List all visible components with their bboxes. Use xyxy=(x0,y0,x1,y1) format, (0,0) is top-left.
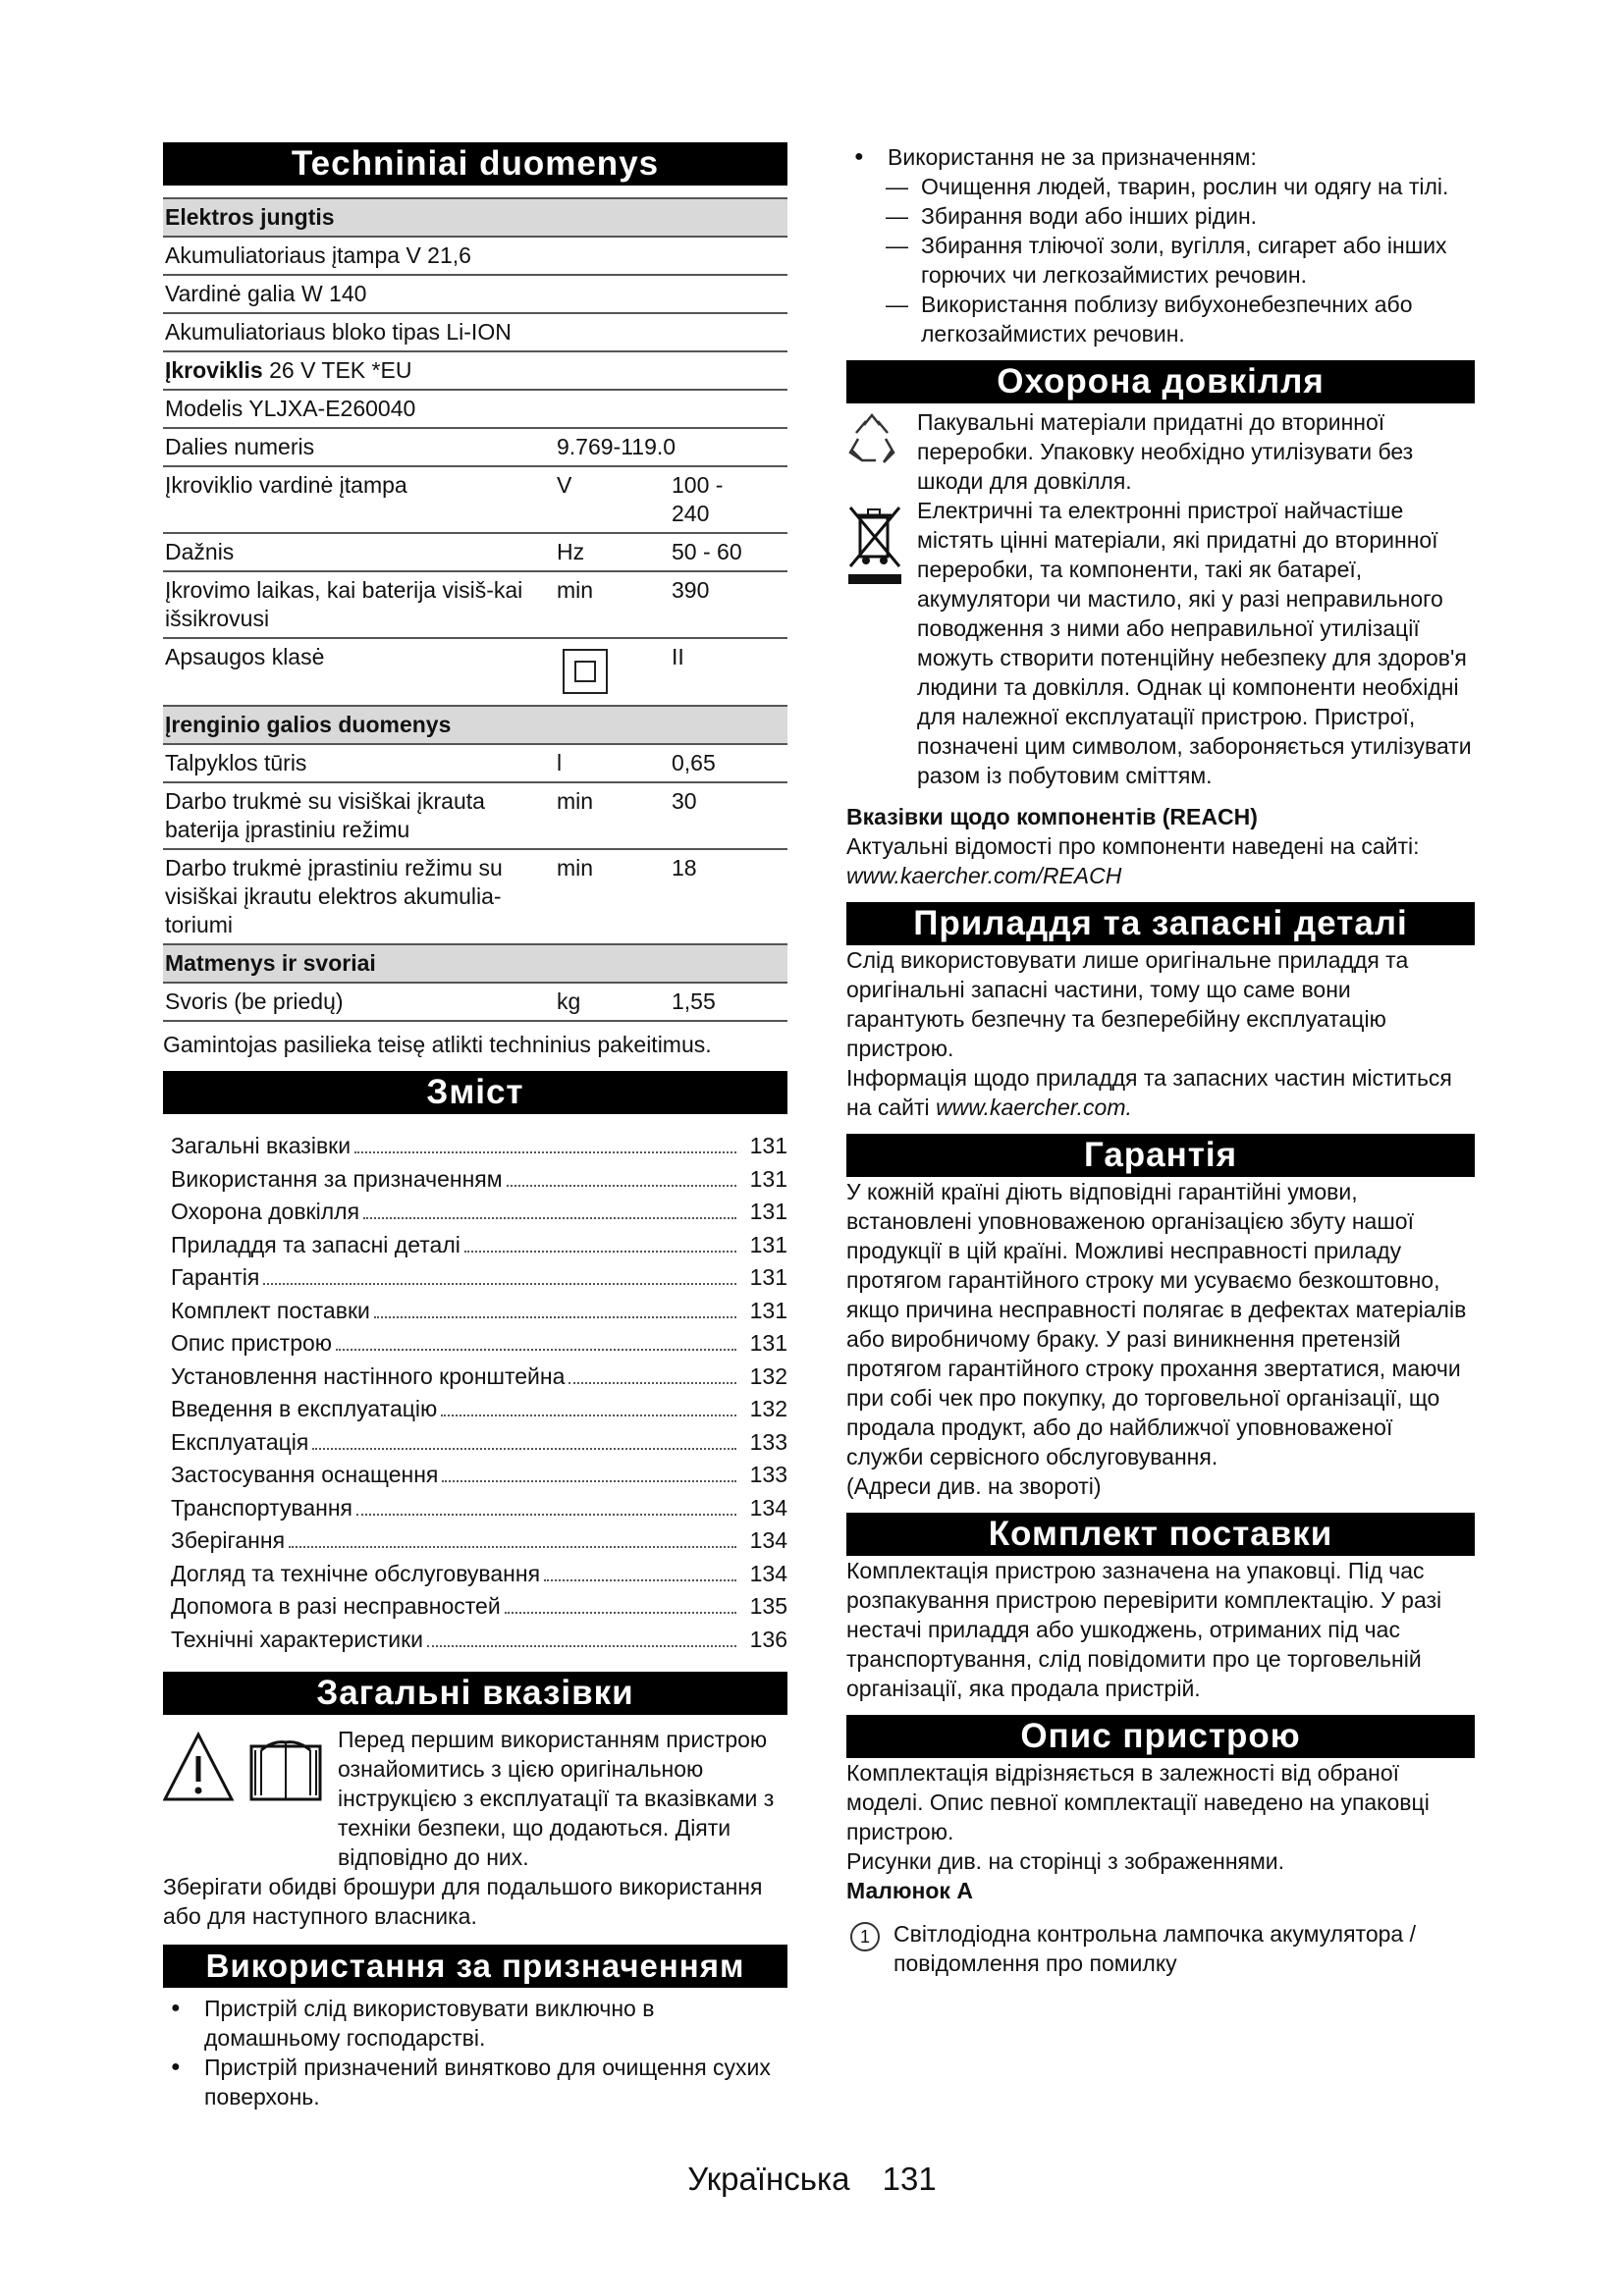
table-row: Įkroviklis 26 V TEK *EU xyxy=(163,351,787,390)
list-item: — Збирання тліючої золи, вугілля, сигарет або інших горючих чи легкозаймистих речовин. xyxy=(886,231,1475,290)
table-group-row: Įrenginio galios duomenys xyxy=(163,706,787,744)
tech-change-note: Gamintojas pasilieka teisę atlikti techninius pakeitimus. xyxy=(163,1032,712,1057)
toc-item[interactable]: Технічні характеристики 136 xyxy=(171,1626,787,1652)
misuse-sublist xyxy=(846,172,1475,348)
table-row: Dalies numeris 9.769-119.0 xyxy=(163,428,787,466)
toc-item[interactable]: Догляд та технічне обслуговування 134 xyxy=(171,1560,787,1586)
toc-item[interactable]: Охорона довкілля 131 xyxy=(171,1199,787,1224)
table-row: Dažnis Hz 50 - 60 xyxy=(163,533,787,571)
reach-link[interactable]: www.kaercher.com/REACH xyxy=(846,863,1122,888)
kaercher-link[interactable]: www.kaercher.com. xyxy=(936,1095,1132,1120)
page-number: 131 xyxy=(882,2161,937,2197)
toc-item[interactable]: Транспортування 134 xyxy=(171,1494,787,1521)
list-item: ● Пристрій слід використовувати виключно в домашньому господарстві. xyxy=(163,1994,787,2053)
list-item: ● Пристрій призначений винятково для очищення сухих поверхонь. xyxy=(163,2053,787,2111)
toc-item[interactable]: Гарантія 131 xyxy=(171,1264,787,1290)
table-group-row: Matmenys ir svoriai xyxy=(163,944,787,983)
list-item: ● Використання не за призначенням: xyxy=(846,142,1475,172)
toc-item[interactable]: Зберігання 134 xyxy=(171,1527,787,1553)
warranty-heading: Гарантія xyxy=(846,1134,1475,1177)
toc-item[interactable]: Опис пристрою 131 xyxy=(171,1330,787,1356)
tech-data-table xyxy=(163,197,787,1022)
table-row: Talpyklos tūris l 0,65 xyxy=(163,744,787,782)
packaging-note: Пакувальні матеріали придатні до вторинної переробки. Упаковку необхідно утилізувати без шкоди для довкілля. xyxy=(846,407,1475,496)
toc-item[interactable]: Використання за призначенням 131 xyxy=(171,1165,787,1192)
intended-use-heading: Використання за призначенням xyxy=(163,1945,787,1988)
table-row: Akumuliatoriaus bloko tipas Li-ION xyxy=(163,313,787,351)
general-notes: Перед першим використанням пристрою ознайомитись з цією оригінальною інструкцією з експлуатації та вказівками з техніки безпеки, що додаються. Діяти відповідно до них. Зберігати обидві брошури для подальшого використання або для наступного власника. xyxy=(163,1727,775,1929)
page-footer xyxy=(0,2160,1624,2199)
crossed-bin-icon xyxy=(846,502,903,586)
table-row: Apsaugos klasė II xyxy=(163,638,787,706)
tech-data-heading: Techniniai duomenys xyxy=(163,142,787,186)
scope-heading: Комплект поставки xyxy=(846,1513,1475,1556)
table-row: Svoris (be priedų) kg 1,55 xyxy=(163,983,787,1021)
table-group-row: Elektros jungtis xyxy=(163,198,787,237)
list-item: — Збирання води або інших рідин. xyxy=(886,201,1475,231)
environment-heading: Охорона довкілля xyxy=(846,360,1475,403)
callout-item: 1 Світлодіодна контрольна лампочка акумулятора / повідомлення про помилку xyxy=(846,1919,1475,1978)
toc-item[interactable]: Застосування оснащення 133 xyxy=(171,1462,787,1487)
footer-language: Українська xyxy=(687,2161,850,2197)
left-column xyxy=(163,142,787,2111)
list-item: — Очищення людей, тварин, рослин чи одягу на тілі. xyxy=(886,172,1475,201)
intended-use-list xyxy=(163,1994,787,2111)
table-row: Darbo trukmė įprastiniu režimu su visiškai įkrautu elektros akumulia-toriumi min 18 xyxy=(163,849,787,944)
callout-number: 1 xyxy=(850,1922,880,1951)
warning-manual-icon xyxy=(163,1729,332,1807)
table-row: Vardinė galia W 140 xyxy=(163,275,787,313)
table-row: Įkrovimo laikas, kai baterija visiš-kai išsikrovusi min 390 xyxy=(163,571,787,638)
general-heading: Загальні вказівки xyxy=(163,1672,787,1715)
list-item: — Використання поблизу вибухонебезпечних або легкозаймистих речовин. xyxy=(886,290,1475,348)
weee-note: Електричні та електронні пристрої найчастіше містять цінні матеріали, які придатні до вторинної переробки, та компоненти, такі як батареї, акумулятори чи мастило, які у разі неправильного поводження з ними або неправильної утилізації можуть створити потенційну небезпеку для здоров'я людини та довкілля. Однак ці компоненти необхідні для належної експлуатації пристрою. Пристрої, позначені цим символом, забороняється утилізувати разом із побутовим сміттям. xyxy=(846,496,1475,790)
toc-item[interactable]: Приладдя та запасні деталі 131 xyxy=(171,1231,787,1257)
recycling-icon xyxy=(846,411,897,470)
table-row: Darbo trukmė su visiškai įkrauta baterija įprastiniu režimu min 30 xyxy=(163,782,787,849)
toc-item[interactable]: Установлення настінного кронштейна 132 xyxy=(171,1362,787,1389)
misuse-list xyxy=(846,142,1475,172)
toc-item[interactable]: Загальні вказівки 131 xyxy=(171,1133,787,1158)
toc-item[interactable]: Експлуатація 133 xyxy=(171,1428,787,1455)
table-row: Akumuliatoriaus įtampa V 21,6 xyxy=(163,237,787,275)
figure-label: Малюнок A xyxy=(846,1878,973,1903)
description-heading: Опис пристрою xyxy=(846,1715,1475,1758)
protection-class-ii-icon xyxy=(563,649,608,694)
table-row: Modelis YLJXA-E260040 xyxy=(163,390,787,428)
right-column: ● Використання не за призначенням: — Очищення людей, тварин, рослин чи одягу на тілі. — Збирання води або інших рідин. — Збирання тліючої золи, вугілля, сигарет або інших горючих чи легкозаймистих речовин. — Використання поблизу вибухонебезпечних або легкозаймистих речовин. Охорона довкілля Пакувальні матеріали придатні до вторинної переробки. Упаковку необхідно утилізувати без шкоди для довкілля. Електричні та електронні пристрої найчастіше містять цінні матеріали, які придатні до вторинної переробки, та компоненти, такі як батареї, акумулятори чи мастило, які у разі неправильного поводження з ними або неправильної утилізації можуть створити потенційну небезпеку для здоров'я людини та довкілля. Однак ці компоненти необхідні для належної експлуатації пристрою. Пристрої, позначені цим символом, забороняється утилізувати разом із побутовим сміттям. Вказівки щодо компонентів (REACH) Актуальні відомості про компоненти наведені на сайті: www.kaercher.com/REACH Приладдя та запасні деталі Слід використовувати лише оригінальне приладдя та оригінальні запасні частини, тому що саме вони гарантують безпечну та безперебійну експлуатацію пристрою. Інформація щодо приладдя та запасних частин міститься на сайті www.kaercher.com. Гарантія У кожній країні діють відповідні гарантійні умови, встановлені уповноваженою організацією збуту нашої продукції в цій країні. Можливі несправності приладу протягом гарантійного строку ми усуваємо безкоштовно, якщо причина несправності полягає в дефектах матеріалів або виробничому браку. У разі виникнення претензій протягом гарантійного строку прохання звертатися, маючи при собі чек про покупку, до торговельної організації, що продала продукт, або до найближчої уповноваженої служби сервісного обслуговування. (Адреси див. на звороті) Комплект поставки Комплектація пристрою зазначена на упаковці. Під час розпакування пристрою перевірити комплектацію. У разі нестачі приладдя або ушкоджень, отриманих під час транспортування, слід повідомити про це торговельній організації, яка продала пристрій. Опис пристрою Комплектація відрізняється в залежності від обраної моделі. Опис певної комплектації наведено на упаковці пристрою. Рисунки див. на сторінці з зображеннями. Малюнок A 1 Світлодіодна контрольна лампочка акумулятора / повідомлення про помилку xyxy=(846,142,1475,1978)
accessories-heading: Приладдя та запасні деталі xyxy=(846,902,1475,945)
reach-heading: Вказівки щодо компонентів (REACH) xyxy=(846,804,1258,829)
toc-item[interactable]: Введення в експлуатацію 132 xyxy=(171,1396,787,1421)
table-of-contents xyxy=(171,1130,787,1656)
toc-heading: Зміст xyxy=(163,1071,787,1114)
toc-item[interactable]: Допомога в разі несправностей 135 xyxy=(171,1593,787,1619)
table-row: Įkroviklio vardinė įtampa V 100 - 240 xyxy=(163,466,787,533)
reach-text: Актуальні відомості про компоненти наведені на сайті: www.kaercher.com/REACH xyxy=(846,833,1420,888)
toc-item[interactable]: Комплект поставки 131 xyxy=(171,1297,787,1323)
